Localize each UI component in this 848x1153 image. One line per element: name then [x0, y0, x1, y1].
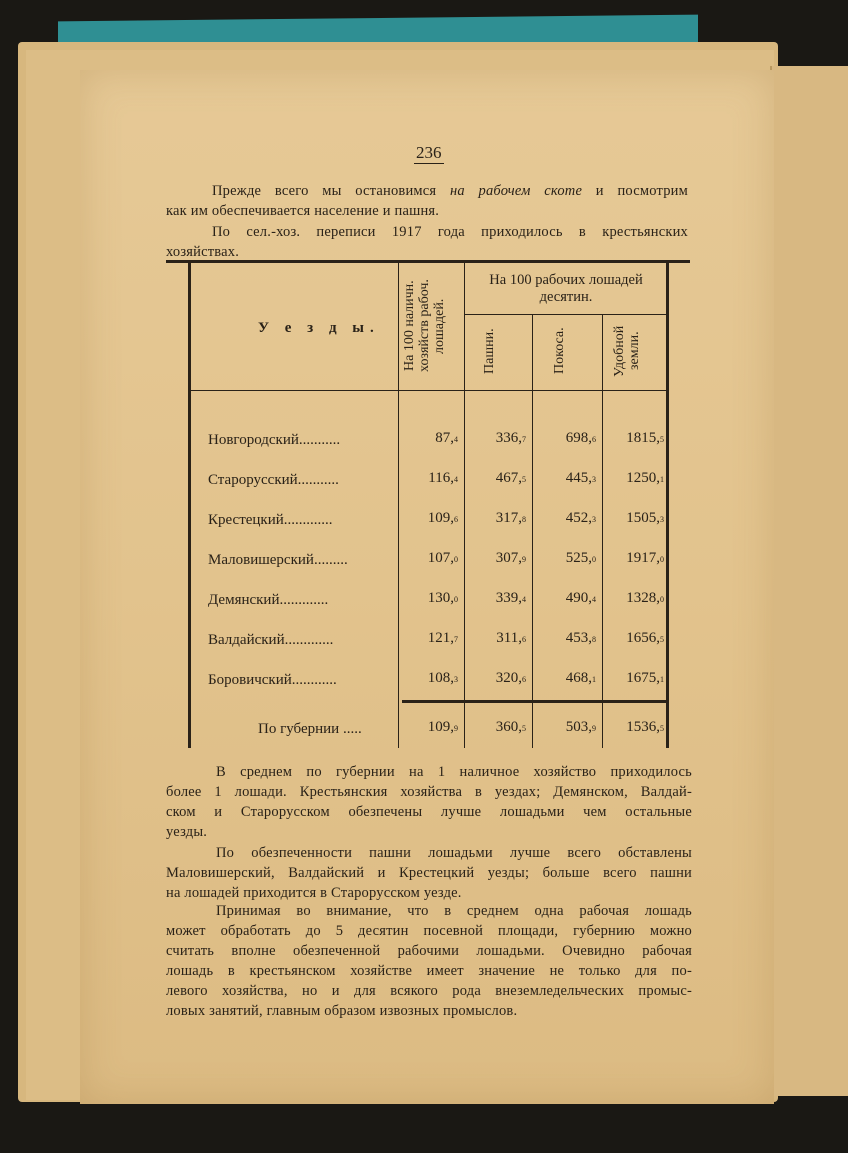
total-name: По губернии ..... — [258, 721, 362, 737]
cell-arable: 320,6 — [495, 670, 526, 686]
cell-haymaking: 453,8 — [565, 630, 596, 646]
cell-usable: 1917,0 — [626, 550, 664, 566]
cell-haymaking: 445,3 — [565, 470, 596, 486]
row-name: Новгородский........... — [208, 432, 341, 448]
para3-line: считать вполне обезпеченной рабочими лошадьми. Очевидно рабочая — [166, 943, 692, 959]
header-bottom-rule — [188, 390, 668, 391]
cell-arable: 339,4 — [495, 590, 526, 606]
paragraph-1 — [166, 762, 692, 842]
cell-usable: 1536,5 — [626, 719, 664, 735]
data-table — [166, 260, 690, 750]
group-header-rule — [464, 314, 666, 315]
cell-horses: 87,4 — [435, 430, 458, 446]
para2-line: на лошадей приходится в Старорусском уезде. — [166, 885, 462, 901]
emphasis-text: на рабочем скоте — [449, 183, 583, 199]
table-top-rule — [166, 260, 690, 263]
cell-horses: 108,3 — [427, 670, 458, 686]
cell-arable: 311,6 — [496, 630, 526, 646]
para1-line: более 1 лошади. Крестьянския хозяйства в уездах; Демянском, Валдай- — [166, 784, 692, 800]
para3-line: левого хозяйства, но и для всякого рода внеземледельческих промыс- — [166, 983, 692, 999]
col-divider-2 — [464, 263, 465, 748]
cell-horses: 116,4 — [428, 470, 458, 486]
census-paragraph — [166, 222, 688, 262]
para2-line: По обезпеченности пашни лошадьми лучше всего обставлены — [216, 845, 692, 861]
cell-arable: 360,5 — [495, 719, 526, 735]
header-arable: Пашни. — [482, 328, 497, 374]
header-horses-per-100-farms: На 100 наличн. хозяйств рабоч. лошадей. — [402, 279, 447, 373]
cell-usable: 1505,3 — [626, 510, 664, 526]
cell-usable: 1250,1 — [626, 470, 664, 486]
cell-haymaking: 452,3 — [565, 510, 596, 526]
row-name: Крестецкий............. — [208, 512, 333, 528]
cell-horses: 109,6 — [427, 510, 458, 526]
paragraph-3 — [166, 901, 692, 1021]
cell-haymaking: 698,6 — [565, 430, 596, 446]
cell-haymaking: 503,9 — [565, 719, 596, 735]
row-name: Старорусский........... — [208, 472, 339, 488]
header-usable-land: Удобной земли. — [612, 325, 642, 377]
para3-line: Принимая во внимание, что в среднем одна рабочая лошадь — [216, 903, 692, 919]
table-left-border — [188, 263, 191, 748]
row-name: Маловишерский......... — [208, 552, 348, 568]
paragraph-2 — [166, 843, 692, 903]
row-name: Валдайский............. — [208, 632, 334, 648]
para1-line: В среднем по губернии на 1 наличное хозяйство приходилось — [216, 764, 692, 780]
cell-haymaking: 525,0 — [565, 550, 596, 566]
intro-line-2: как им обеспечивается население и пашня. — [166, 203, 440, 219]
row-name: Демянский............. — [208, 592, 329, 608]
para3-line: может обработать до 5 десятин посевной площади, губернию можно — [166, 923, 692, 939]
cell-horses: 130,0 — [427, 590, 458, 606]
cell-usable: 1675,1 — [626, 670, 664, 686]
para1-line: уезды. — [166, 824, 208, 840]
intro-paragraph — [166, 181, 688, 221]
intro-line-1: Прежде всего мы остановимся на рабочем скоте и посмотрим — [212, 183, 688, 199]
header-per-100-horses: На 100 рабочих лошадей десятин. — [489, 272, 643, 305]
page-number: 236 — [416, 143, 442, 162]
cell-horses: 109,9 — [427, 719, 458, 735]
para1-line: ском и Старорусском обезпечены лучше лошадьми чем остальные — [166, 804, 692, 820]
cell-haymaking: 468,1 — [565, 670, 596, 686]
row-name: Боровичский............ — [208, 672, 337, 688]
census-line-2: хозяйствах. — [166, 244, 240, 260]
header-uezdy: У е з д ы. — [258, 320, 380, 336]
col-divider-3 — [532, 314, 533, 748]
col-divider-4 — [602, 314, 603, 748]
cell-arable: 307,9 — [495, 550, 526, 566]
cell-arable: 317,8 — [495, 510, 526, 526]
col-divider-1 — [398, 263, 399, 748]
facing-page-edge — [770, 66, 848, 1096]
census-line-1: По сел.-хоз. переписи 1917 года приходилось в крестьянских — [212, 224, 688, 240]
cell-usable: 1328,0 — [626, 590, 664, 606]
para2-line: Маловишерский, Валдайский и Крестецкий уезды; больше всего пашни — [166, 865, 692, 881]
cell-usable: 1815,5 — [626, 430, 664, 446]
cell-arable: 336,7 — [495, 430, 526, 446]
header-haymaking: Покоса. — [552, 327, 567, 375]
table-right-border — [666, 263, 669, 748]
total-separator-rule — [402, 700, 666, 703]
cell-horses: 121,7 — [427, 630, 458, 646]
para3-line: лошадь в крестьянском хозяйстве имеет значение не только для по- — [166, 963, 692, 979]
para3-line: ловых занятий, главным образом извозных промыслов. — [166, 1003, 518, 1019]
cell-haymaking: 490,4 — [565, 590, 596, 606]
cell-arable: 467,5 — [495, 470, 526, 486]
cell-usable: 1656,5 — [626, 630, 664, 646]
cell-horses: 107,0 — [427, 550, 458, 566]
